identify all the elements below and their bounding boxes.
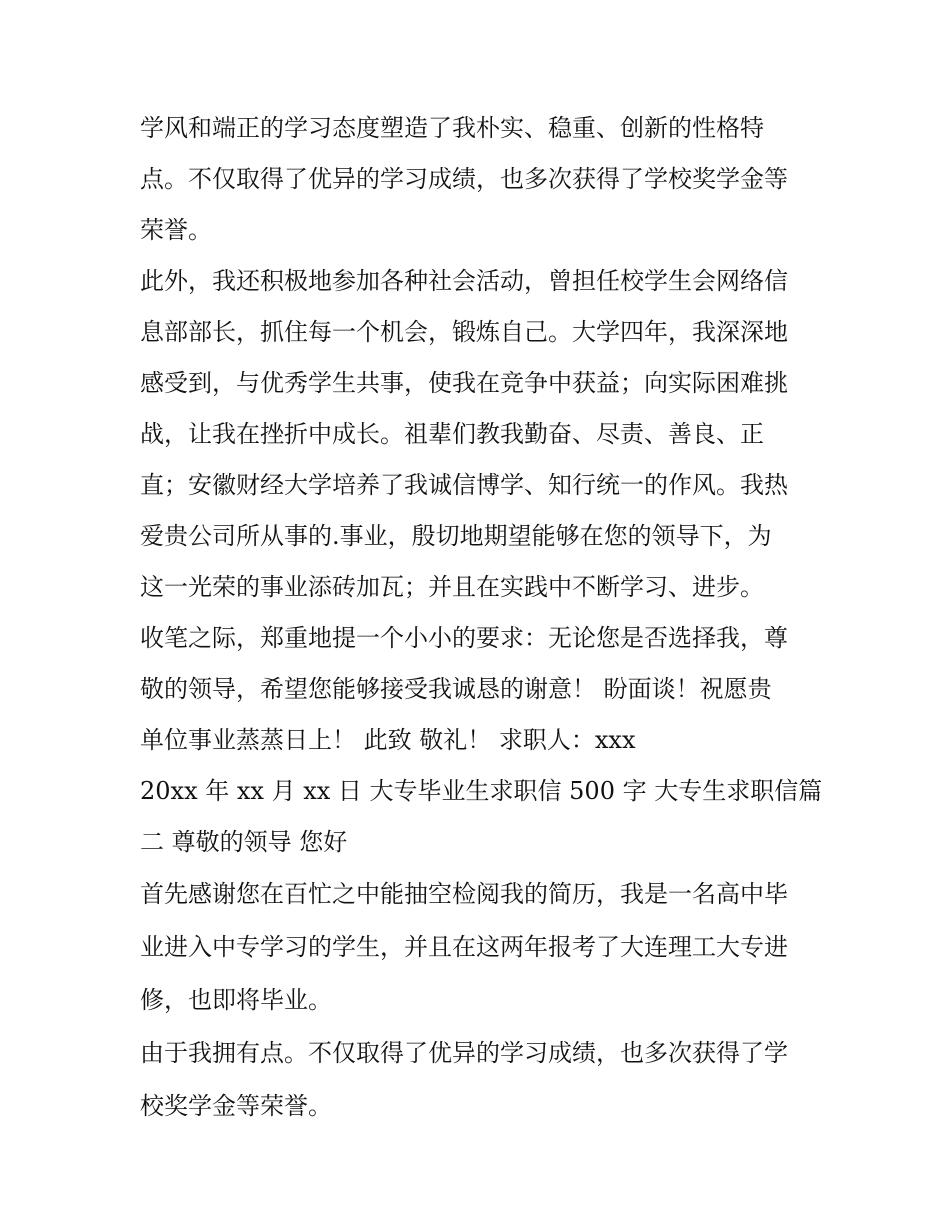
text-line: 二 尊敬的领导 您好 [140,828,348,856]
text-line: 学风和端正的学习态度塑造了我朴实、稳重、创新的性格特 [140,114,764,142]
text-line: 此外，我还积极地参加各种社会活动，曾担任校学生会网络信 [140,267,788,295]
text-line: 20xx 年 xx 月 xx 日 大专毕业生求职信 500 字 大专生求职信篇 [140,777,823,805]
text-line: 首先感谢您在百忙之中能抽空检阅我的简历，我是一名高中毕 [140,880,788,908]
text-line: 爱贵公司所从事的.事业，殷切地期望能够在您的领导下，为 [140,522,772,550]
text-line: 校奖学金等荣誉。 [140,1092,332,1120]
text-line: 感受到，与优秀学生共事，使我在竞争中获益；向实际困难挑 [140,369,788,397]
text-line: 息部部长，抓住每一个机会，锻炼自己。大学四年，我深深地 [140,318,788,346]
text-line: 荣誉。 [140,216,212,244]
document-body [140,103,823,1133]
text-line: 敬的领导，希望您能够接受我诚恳的谢意！ 盼面谈！祝愿贵 [140,675,772,703]
text-line: 修，也即将毕业。 [140,986,332,1014]
text-line: 业进入中专学习的学生，并且在这两年报考了大连理工大专进 [140,933,788,961]
text-line: 收笔之际，郑重地提一个小小的要求：无论您是否选择我，尊 [140,624,788,652]
text-line: 由于我拥有点。不仅取得了优异的学习成绩，也多次获得了学 [140,1039,788,1067]
text-line: 直；安徽财经大学培养了我诚信博学、知行统一的作风。我热 [140,471,788,499]
text-line: 这一光荣的事业添砖加瓦；并且在实践中不断学习、进步。 [140,573,764,601]
text-line: 战，让我在挫折中成长。祖辈们教我勤奋、尽责、善良、正 [140,420,764,448]
text-line: 点。不仅取得了优异的学习成绩，也多次获得了学校奖学金等 [140,165,788,193]
text-line: 单位事业蒸蒸日上！ 此致 敬礼！ 求职人：xxx [140,726,636,754]
